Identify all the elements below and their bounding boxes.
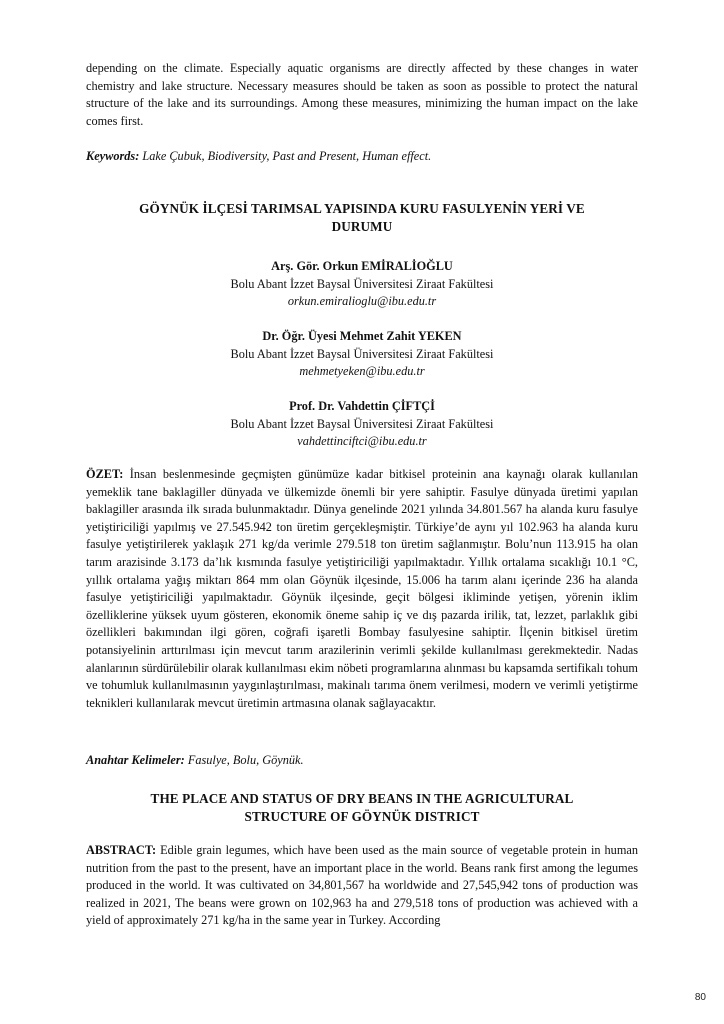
keywords-en <box>86 148 638 166</box>
title-en-section <box>86 790 638 826</box>
author-email[interactable]: mehmetyeken@ibu.edu.tr <box>299 364 425 379</box>
keywords-en-label: Keywords: <box>86 149 140 163</box>
author-affiliation: Bolu Abant İzzet Baysal Üniversitesi Ziraat Fakültesi <box>230 416 494 431</box>
intro-paragraph: depending on the climate. Especially aquatic organisms are directly affected by these changes in water chemistry and lake structure. Necessary measures should be taken as soon as possible to protect the natural structure of the lake and its surroundings. Among these measures, minimizing the human impact on the lake comes first. <box>86 61 638 128</box>
abstract-section <box>86 842 638 930</box>
keywords-tr-section <box>86 752 638 770</box>
title-tr: GÖYNÜK İLÇESİ TARIMSAL YAPISINDA KURU FASULYENİN YERİ VE DURUMU <box>139 201 585 234</box>
ozet-paragraph <box>86 466 638 712</box>
intro-section <box>86 60 638 130</box>
author-affiliation: Bolu Abant İzzet Baysal Üniversitesi Ziraat Fakültesi <box>230 276 494 291</box>
keywords-tr-label: Anahtar Kelimeler: <box>86 753 185 767</box>
ozet-text: İnsan beslenmesinde geçmişten günümüze kadar bitkisel proteinin ana kaynağı olarak kullanılan yemeklik tane baklagiller dünyada ve ülkemizde önemli bir yere sahiptir. Fasulye dünyada üretimi yapılan baklagiller arasında ilk sırada bulunmaktadır. Dünya genelinde 2021 yılında 34.801.567 ha alanda kuru fasulye yetiştiriciliği yapılmış ve 27.545.942 ton üretim gerçekleşmiştir. Türkiye’de aynı yıl 102.963 ha alanda kuru fasulye yetiştirilerek yaklaşık 271 kg/da verimle 279.518 ton üretim sağlanmıştır. Bolu’nun 113.915 ha olan tarım arazisinde 3.173 da’lık kısmında fasulye yetiştiriciliği yapılmaktadır. Yıllık ortalama sıcaklığı 10.1 °C, yıllık ortalama yağış miktarı 864 mm olan Göynük ilçesinde, 15.006 ha tarım alanı içerinde 236 ha alanda fasulye yetiştiriciliği yapılmaktadır. Göynük ilçesinde, geçit bölgesi ikliminde yetişen, yörenin iklim özelliklerine yüksek uyum gösteren, ekonomik öneme sahip iç ve dış pazarda irilik, tat, lezzet, parlaklık gibi özellikleri bakımından ilgi gören, coğrafi işaretli Bombay fasulyesine sahiptir. İlçenin bitkisel üretim potansiyelinin arttırılması için mevcut tarım arazilerinin verimli şekilde kullanılması gerekmektedir. Nadas alanlarının sürdürülebilir olarak kullanılması ekim nöbeti programlarına alınması bu kapsamda sertifikalı tohum ve tohumluk kullanılmasının yaygınlaştırılması, makinalı tarıma önem verilmesi, modern ve verimli yetiştirme teknikleri kullanılarak mevcut üretimin artmasına olanak sağlayacaktır. <box>86 467 638 710</box>
author-2 <box>86 328 638 381</box>
author-name: Dr. Öğr. Üyesi Mehmet Zahit YEKEN <box>262 329 462 343</box>
ozet-label: ÖZET: <box>86 467 124 481</box>
author-email[interactable]: vahdettinciftci@ibu.edu.tr <box>297 434 427 449</box>
title-en: THE PLACE AND STATUS OF DRY BEANS IN THE AGRICULTURAL STRUCTURE OF GÖYNÜK DISTRICT <box>150 791 574 824</box>
page-number: 80 <box>694 992 706 1003</box>
author-1 <box>86 258 638 311</box>
author-affiliation: Bolu Abant İzzet Baysal Üniversitesi Ziraat Fakültesi <box>230 346 494 361</box>
title-tr-section <box>86 200 638 236</box>
keywords-tr <box>86 752 638 770</box>
author-email[interactable]: orkun.emiralioglu@ibu.edu.tr <box>287 294 437 309</box>
keywords-en-section <box>86 148 638 166</box>
abstract-paragraph <box>86 842 638 930</box>
ozet-section <box>86 466 638 712</box>
author-3 <box>86 398 638 451</box>
abstract-label: ABSTRACT: <box>86 843 157 857</box>
author-name: Arş. Gör. Orkun EMİRALİOĞLU <box>271 259 453 273</box>
keywords-en-text: Lake Çubuk, Biodiversity, Past and Present, Human effect. <box>142 149 432 163</box>
author-name: Prof. Dr. Vahdettin ÇİFTÇİ <box>289 399 435 413</box>
keywords-tr-text: Fasulye, Bolu, Göynük. <box>187 753 304 767</box>
abstract-text: Edible grain legumes, which have been used as the main source of vegetable protein in human nutrition from the past to the present, have an important place in the world. Beans rank first among the legumes produced in the world. It was cultivated on 34,801,567 ha worldwide and 27,545,942 tons of production was realized in 2021, The beans were grown on 102,963 ha and 279,518 tons of production was achieved with a yield of approximately 271 kg/ha in the same year in Turkey. According <box>86 843 638 928</box>
